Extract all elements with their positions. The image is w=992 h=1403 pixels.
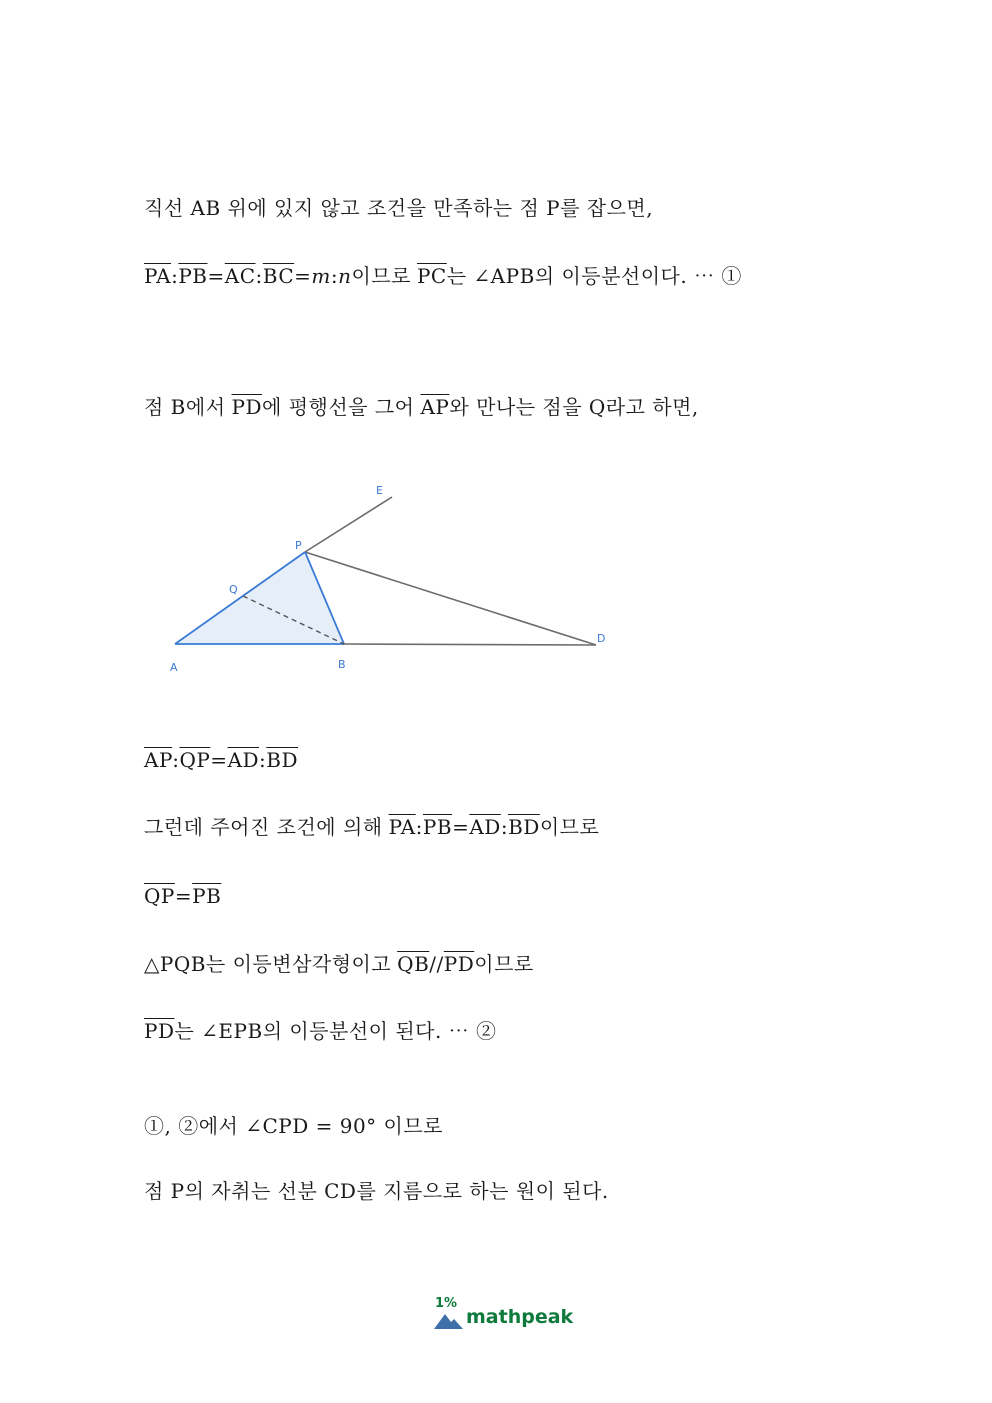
- segment-pb: $\overline{PB}$: [192, 884, 222, 908]
- text-line-7: △PQB는 이등변삼각형이고 $\overline{QB}//\overline{PD}$이므로: [144, 952, 534, 976]
- segment-pd: $\overline{PD}$: [144, 1019, 175, 1043]
- label-e: E: [376, 484, 383, 497]
- segment-bd: $\overline{BD}$: [266, 748, 299, 772]
- text-fragment: 와 만나는 점을 Q라고 하면,: [449, 395, 699, 419]
- text-fragment: 에 평행선을 그어: [262, 395, 415, 419]
- text-fragment: 이므로: [351, 264, 411, 288]
- text-line-1: 직선 AB 위에 있지 않고 조건을 만족하는 점 P를 잡으면,: [144, 196, 654, 220]
- segment-ad: $\overline{AD}$: [469, 815, 501, 839]
- text-line-9: ①, ②에서 ∠CPD = 90° 이므로: [144, 1114, 444, 1138]
- segment-pd: $\overline{PD}$: [443, 952, 475, 976]
- text-line-6: $\overline{QP}=\overline{PB}$: [144, 884, 222, 908]
- label-q: Q: [229, 583, 238, 596]
- var-m: m: [311, 264, 331, 288]
- line-pe: [305, 497, 392, 552]
- mathpeak-logo: [432, 1296, 572, 1336]
- segment-bc: $\overline{BC}$: [262, 264, 295, 288]
- label-b: B: [338, 658, 346, 671]
- segment-bd: $\overline{BD}$: [508, 815, 540, 839]
- text-line-10: 점 P의 자취는 선분 CD를 지름으로 하는 원이 된다.: [144, 1179, 609, 1203]
- geometry-figure: [160, 478, 620, 678]
- text-line-2: $\overline{PA}:\overline{PB}=\overline{AC}:\overline{BC}=m:n$이므로 $\overline{PC}$는 ∠APB의 이등분선이다. ⋯ ①: [144, 264, 742, 288]
- logo-word: mathpeak: [466, 1306, 574, 1328]
- line-bd: [344, 644, 596, 645]
- logo-percent: 1%: [435, 1296, 458, 1311]
- label-d: D: [597, 632, 606, 645]
- segment-pa: $\overline{PA}$: [388, 815, 416, 839]
- text-fragment: 그런데 주어진 조건에 의해: [144, 815, 383, 839]
- text-fragment: 는 ∠EPB의 이등분선이 된다. ⋯ ②: [174, 1019, 497, 1043]
- segment-pb: $\overline{PB}$: [422, 815, 453, 839]
- text-line-3: [144, 393, 699, 421]
- label-p: P: [295, 539, 302, 552]
- mountain-icon: [434, 1312, 464, 1330]
- segment-ap: $\overline{AP}$: [420, 395, 450, 419]
- var-n: n: [338, 264, 352, 288]
- segment-qp: $\overline{QP}$: [179, 748, 211, 772]
- triangle-apb: [175, 552, 344, 644]
- segment-ac: $\overline{AC}$: [224, 264, 256, 288]
- segment-pc: $\overline{PC}$: [416, 264, 447, 288]
- text-fragment: △PQB는 이등변삼각형이고: [144, 952, 392, 976]
- text-fragment: 이므로: [474, 952, 534, 976]
- text-fragment: 이므로: [539, 815, 600, 839]
- text-line-5: 그런데 주어진 조건에 의해 $\overline{PA}:\overline{PB}=\overline{AD}:\overline{BD}$이므로: [144, 815, 600, 839]
- segment-pb: $\overline{PB}$: [178, 264, 208, 288]
- segment-qp: $\overline{QP}$: [144, 884, 175, 908]
- line-pd: [305, 552, 596, 645]
- label-a: A: [170, 661, 178, 674]
- segment-ad: $\overline{AD}$: [227, 748, 260, 772]
- text-line-8: [144, 1017, 497, 1045]
- text-fragment: 점 B에서: [144, 395, 226, 419]
- text-line-4: $\overline{AP}:\overline{QP}=\overline{AD}:\overline{BD}$: [144, 748, 299, 772]
- segment-qb: $\overline{QB}$: [397, 952, 430, 976]
- segment-ap: $\overline{AP}$: [144, 748, 173, 772]
- text-fragment: 는 ∠APB의 이등분선이다. ⋯ ①: [446, 264, 742, 288]
- segment-pd: $\overline{PD}$: [231, 395, 263, 419]
- segment-pa: $\overline{PA}$: [144, 264, 172, 288]
